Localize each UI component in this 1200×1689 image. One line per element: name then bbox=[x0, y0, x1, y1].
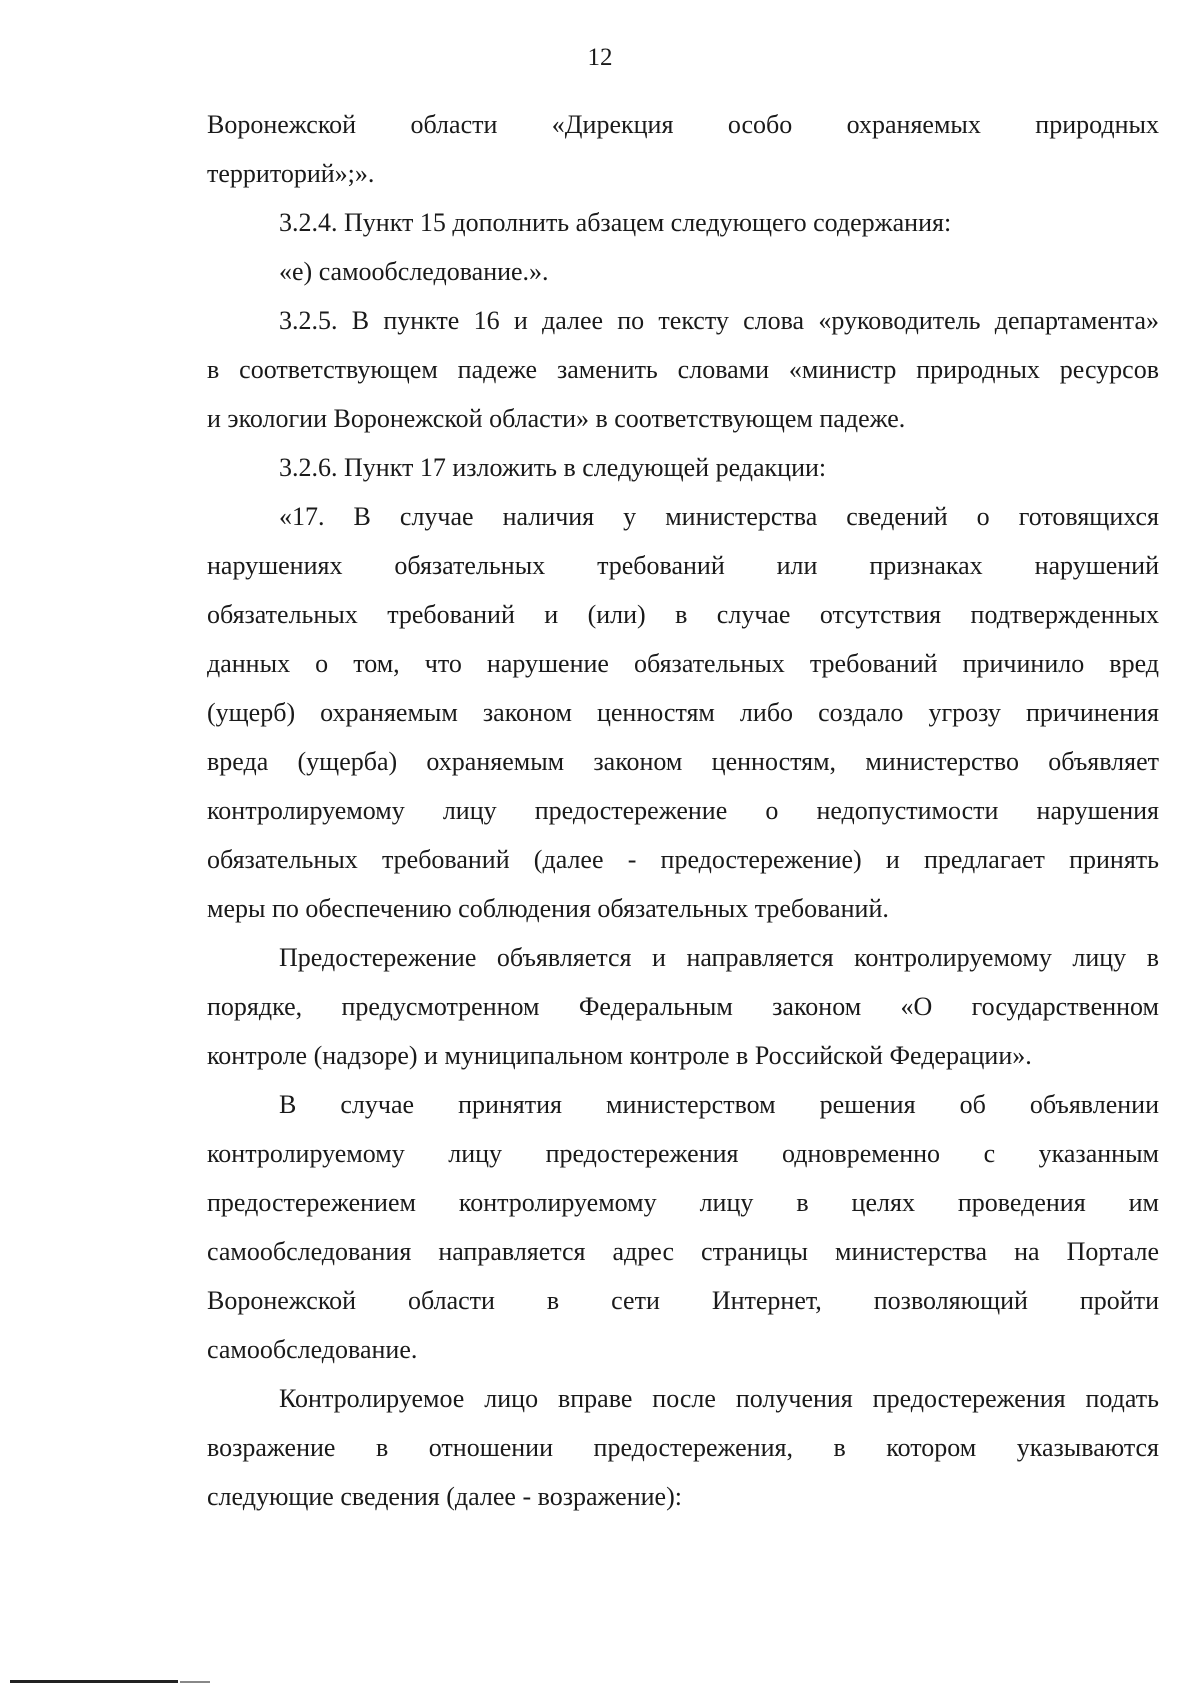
text-line: самообследование. bbox=[207, 1335, 418, 1364]
paragraph-self-examination bbox=[207, 247, 1159, 296]
paragraph-3-2-4 bbox=[207, 198, 1159, 247]
text-line: (ущерб) охраняемым законом ценностям либо создало угрозу причинения bbox=[207, 698, 1159, 727]
footer-divider-faint bbox=[180, 1681, 210, 1683]
text-line: контролируемому лицу предостережения одновременно с указанным bbox=[207, 1139, 1159, 1168]
paragraph-directorate bbox=[207, 100, 1159, 198]
text-line: Воронежской области «Дирекция особо охраняемых природных bbox=[207, 110, 1159, 139]
text-line: данных о том, что нарушение обязательных требований причинило вред bbox=[207, 649, 1159, 678]
paragraph-3-2-6 bbox=[207, 443, 1159, 492]
text-line: нарушениях обязательных требований или признаках нарушений bbox=[207, 551, 1159, 580]
text-line: порядке, предусмотренном Федеральным законом «О государственном bbox=[207, 992, 1159, 1021]
text-line: вреда (ущерба) охраняемым законом ценностям, министерство объявляет bbox=[207, 747, 1159, 776]
text-line: контролируемому лицу предостережение о недопустимости нарушения bbox=[207, 796, 1159, 825]
text-line: Воронежской области в сети Интернет, позволяющий пройти bbox=[207, 1286, 1159, 1315]
text-line: самообследования направляется адрес страницы министерства на Портале bbox=[207, 1237, 1159, 1266]
text-line: контроле (надзоре) и муниципальном контроле в Российской Федерации». bbox=[207, 1041, 1032, 1070]
footer-divider bbox=[10, 1680, 178, 1683]
text-line: «17. В случае наличия у министерства сведений о готовящихся bbox=[279, 502, 1159, 531]
text-line: «е) самообследование.». bbox=[279, 257, 549, 286]
text-line: обязательных требований и (или) в случае отсутствия подтвержденных bbox=[207, 600, 1159, 629]
paragraph-objection bbox=[207, 1374, 1159, 1521]
text-line: Предостережение объявляется и направляется контролируемому лицу в bbox=[279, 943, 1159, 972]
document-body bbox=[207, 100, 1159, 1521]
page-number: 12 bbox=[587, 44, 613, 71]
text-line: обязательных требований (далее - предостережение) и предлагает принять bbox=[207, 845, 1159, 874]
text-line: территорий»;». bbox=[207, 159, 375, 188]
text-line: в соответствующем падеже заменить словами «министр природных ресурсов bbox=[207, 355, 1159, 384]
paragraph-3-2-5 bbox=[207, 296, 1159, 443]
text-line: В случае принятия министерством решения об объявлении bbox=[279, 1090, 1159, 1119]
paragraph-warning-announcement bbox=[207, 933, 1159, 1080]
text-line: предостережением контролируемому лицу в целях проведения им bbox=[207, 1188, 1159, 1217]
paragraph-decision bbox=[207, 1080, 1159, 1374]
text-line: возражение в отношении предостережения, в котором указываются bbox=[207, 1433, 1159, 1462]
text-line: 3.2.4. Пункт 15 дополнить абзацем следующего содержания: bbox=[279, 208, 952, 237]
text-line: и экологии Воронежской области» в соответствующем падеже. bbox=[207, 404, 906, 433]
text-line: следующие сведения (далее - возражение): bbox=[207, 1482, 682, 1511]
text-line: Контролируемое лицо вправе после получения предостережения подать bbox=[279, 1384, 1159, 1413]
text-line: 3.2.6. Пункт 17 изложить в следующей редакции: bbox=[279, 453, 827, 482]
paragraph-item-17 bbox=[207, 492, 1159, 933]
text-line: 3.2.5. В пункте 16 и далее по тексту слова «руководитель департамента» bbox=[279, 306, 1159, 335]
text-line: меры по обеспечению соблюдения обязательных требований. bbox=[207, 894, 889, 923]
